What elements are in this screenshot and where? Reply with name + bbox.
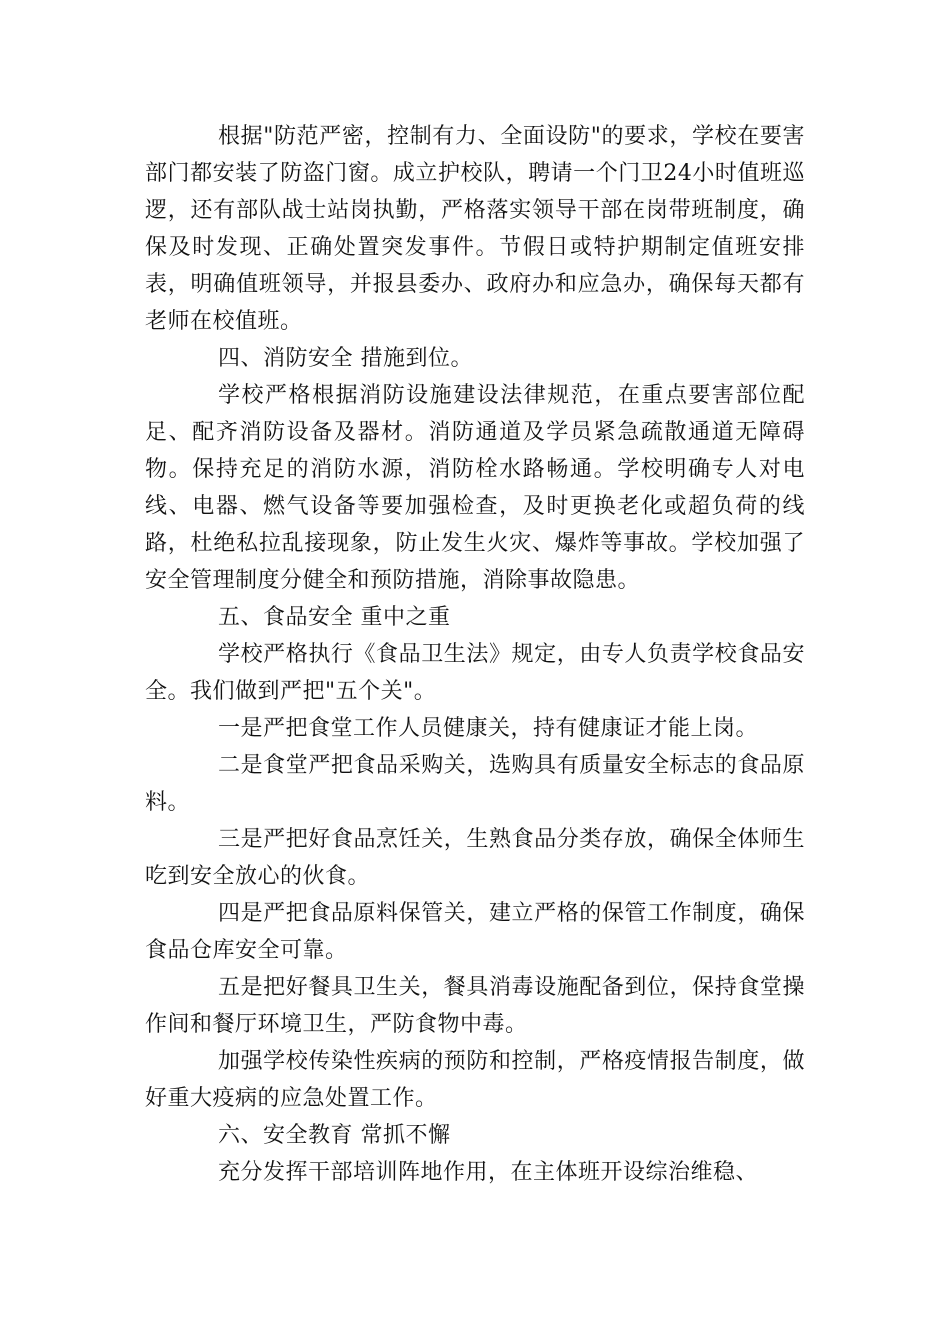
paragraph-check-5: 五是把好餐具卫生关，餐具消毒设施配备到位，保持食堂操作间和餐厅环境卫生，严防食物中毒。: [145, 975, 805, 1037]
paragraph-check-4: 四是严把食品原料保管关，建立严格的保管工作制度，确保食品仓库安全可靠。: [145, 901, 805, 963]
paragraph-disease-control: 加强学校传染性疾病的预防和控制，严格疫情报告制度，做好重大疫病的应急处置工作。: [145, 1049, 805, 1111]
paragraph-check-3: 三是严把好食品烹饪关，生熟食品分类存放，确保全体师生吃到安全放心的伙食。: [145, 827, 805, 889]
document-body: [145, 118, 805, 1191]
paragraph-fire-safety: 学校严格根据消防设施建设法律规范，在重点要害部位配足、配齐消防设备及器材。消防通道及学员紧急疏散通道无障碍物。保持充足的消防水源，消防栓水路畅通。学校明确专人对电线、电器、燃气设备等要加强检查，及时更换老化或超负荷的线路，杜绝私拉乱接现象，防止发生火灾、爆炸等事故。学校加强了安全管理制度分健全和预防措施，消除事故隐患。: [145, 383, 805, 593]
heading-safety-education: 六、安全教育 常抓不懈: [218, 1123, 451, 1148]
paragraph-food-safety-intro: 学校严格执行《食品卫生法》规定，由专人负责学校食品安全。我们做到严把"五个关"。: [145, 642, 805, 704]
paragraph-safety-education: 充分发挥干部培训阵地作用，在主体班开设综治维稳、: [218, 1160, 759, 1185]
heading-fire-safety: 四、消防安全 措施到位。: [218, 346, 473, 371]
paragraph-check-1: 一是严把食堂工作人员健康关，持有健康证才能上岗。: [218, 716, 759, 741]
paragraph-security-patrol: 根据"防范严密，控制有力、全面设防"的要求，学校在要害部门都安装了防盗门窗。成立护校队，聘请一个门卫24小时值班巡逻，还有部队战士站岗执勤，严格落实领导干部在岗带班制度，确保及时发现、正确处置突发事件。节假日或特护期制定值班安排表，明确值班领导，并报县委办、政府办和应急办，确保每天都有老师在校值班。: [145, 124, 805, 334]
heading-food-safety: 五、食品安全 重中之重: [218, 605, 451, 630]
paragraph-check-2: 二是食堂严把食品采购关，选购具有质量安全标志的食品原料。: [145, 753, 805, 815]
